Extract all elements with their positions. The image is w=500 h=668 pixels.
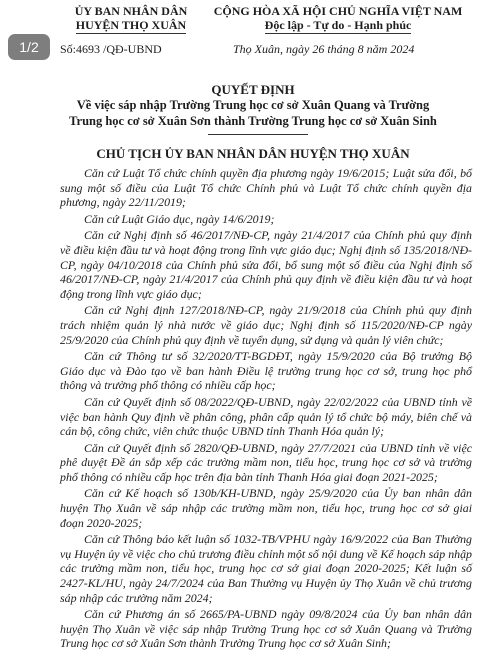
issuing-authority	[56, 4, 206, 34]
legal-basis-paragraph: Căn cứ Phương án số 2665/PA-UBND ngày 09/8/2024 của Ủy ban nhân dân huyện Thọ Xuân về việc sáp nhập Trường Trung học cơ sở Xuân Quang và Trường Trung học cơ sở Xuân Sơn thành Trường Trung học cơ sở Xuân Sinh;	[60, 607, 472, 651]
authority-line-1: ỦY BAN NHÂN DÂN	[74, 4, 188, 18]
date-line: Thọ Xuân, ngày 26 tháng 8 năm 2024	[233, 42, 415, 56]
document-page	[28, 0, 478, 668]
legal-basis-paragraph: Căn cứ Quyết định số 08/2022/QĐ-UBND, ngày 22/02/2022 của UBND tỉnh về việc ban hành Quy định về phân công, phân cấp quản lý tổ chức bộ máy, biên chế và cán bộ, công chức, viên chức thuộc UBND tỉnh Thanh Hóa quản lý;	[60, 394, 472, 439]
legal-basis-paragraph: Căn cứ Quyết định số 2820/QĐ-UBND, ngày 27/7/2021 của UBND tỉnh về việc phê duyệt Đề án sắp xếp các trường mầm non, tiểu học, trung học cơ sở và trường phổ thông có nhiều cấp học trên địa bàn tỉnh Thanh Hóa giai đoạn 2021-2025;	[60, 440, 472, 484]
document-body	[60, 166, 472, 653]
decision-subject-line-2: Trung học cơ sở Xuân Sơn thành Trường Trung học cơ sở Xuân Sinh	[69, 114, 437, 128]
authority-line-2: HUYỆN THỌ XUÂN	[75, 18, 187, 32]
decision-title: QUYẾT ĐỊNH	[211, 82, 295, 97]
legal-basis-paragraph: Căn cứ Thông báo kết luận số 1032-TB/VPHU ngày 16/9/2022 của Ban Thường vụ Huyện ủy về việc cho chủ trương điều chỉnh một số nội dung về Kế hoạch sáp nhập các trường mầm non, tiểu học, trung học cơ sở giai đoạn 2020-2025; Kết luận số 2427-KL/HU, ngày 24/7/2024 của Ban Thường vụ Huyện ủy Thọ Xuân về chủ trương sáp nhập các trường năm 2024;	[60, 532, 472, 605]
issuer-heading: CHỦ TỊCH ỦY BAN NHÂN DÂN HUYỆN THỌ XUÂN	[96, 146, 410, 161]
decision-subject-line-1: Về việc sáp nhập Trường Trung học cơ sở Xuân Quang và Trường	[76, 98, 430, 112]
document-number: Số:4693 /QĐ-UBND	[60, 42, 162, 56]
national-header	[203, 4, 473, 34]
legal-basis-paragraph: Căn cứ Luật Giáo dục, ngày 14/6/2019;	[84, 211, 275, 226]
legal-basis-paragraph: Căn cứ Nghị định 127/2018/NĐ-CP, ngày 21/9/2018 của Chính phủ quy định trách nhiệm quản lý nhà nước về giáo dục; Nghị định số 115/2020/NĐ-CP ngày 25/9/2020 của Chính phủ quy định về tuyển dụng, sử dụng và quản lý viên chức;	[60, 303, 472, 347]
legal-basis-paragraph: Căn cứ Thông tư số 32/2020/TT-BGDĐT, ngày 15/9/2020 của Bộ trưởng Bộ Giáo dục và Đào tạo về ban hành Điều lệ trường trung học cơ sở, trung học phổ thông và trường phổ thông có nhiều cấp học;	[60, 349, 472, 393]
legal-basis-paragraph: Căn cứ Luật Tổ chức chính quyền địa phương ngày 19/6/2015; Luật sửa đổi, bổ sung một số điều của Luật Tổ chức Chính phủ và Luật Tổ chức chính quyền địa phương, ngày 22/11/2019;	[60, 166, 472, 210]
title-divider	[208, 134, 308, 135]
page-indicator-badge: 1/2	[8, 34, 50, 60]
legal-basis-paragraph: Căn cứ Kế hoạch số 130b/KH-UBND, ngày 25/9/2020 của Ủy ban nhân dân huyện Thọ Xuân về sáp nhập các trường mầm non, tiểu học, trung học cơ sở giai đoạn 2020-2025;	[60, 486, 472, 530]
national-motto: Độc lập - Tự do - Hạnh phúc	[264, 18, 412, 32]
legal-basis-paragraph: Căn cứ Nghị định số 46/2017/NĐ-CP, ngày 21/4/2017 của Chính phủ quy định về điều kiện đầu tư và hoạt động trong lĩnh vực giáo dục; Nghị định số 135/2018/NĐ-CP, ngày 04/10/2018 của Chính phủ sửa đổi, bổ sung một số điều của Nghị định số 46/2017/NĐ-CP, ngày 21/4/2017 của Chính phủ quy định về điều kiện đầu tư và hoạt động trong lĩnh vực giáo dục;	[60, 228, 472, 301]
national-title: CỘNG HÒA XÃ HỘI CHỦ NGHĨA VIỆT NAM	[213, 4, 463, 18]
